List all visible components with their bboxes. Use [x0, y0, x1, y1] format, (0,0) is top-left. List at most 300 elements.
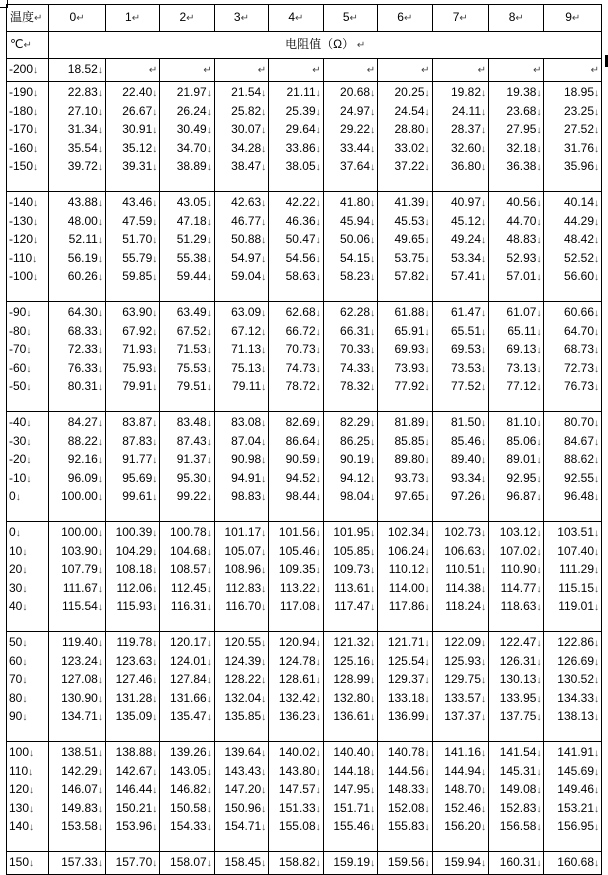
value-line [218, 194, 266, 213]
value-line [381, 488, 429, 507]
resistance-value: 55.79 [122, 250, 153, 265]
resistance-value: 41.39 [394, 195, 425, 209]
paragraph-mark: ↓ [594, 546, 599, 558]
resistance-value: 75.53 [176, 360, 207, 375]
resistance-value: 24.97 [340, 103, 371, 118]
paragraph-mark: ↓ [594, 455, 599, 466]
temp-value: -40 [9, 415, 27, 429]
paragraph-mark: ↓ [97, 88, 103, 99]
resistance-value: 110.51 [445, 562, 481, 576]
paragraph-mark: ↓ [261, 235, 267, 246]
paragraph-mark: ↓ [97, 143, 103, 155]
value-cell-1 [105, 192, 159, 302]
paragraph-mark: ↓ [594, 858, 599, 869]
paragraph-mark: ↓ [206, 656, 212, 668]
paragraph-mark: ↓ [424, 528, 430, 539]
value-line [327, 103, 375, 122]
value-line [52, 360, 102, 379]
resistance-value: 129.75 [444, 672, 481, 686]
value-line [218, 470, 266, 489]
paragraph-mark: ↓ [29, 822, 35, 833]
value-line [52, 598, 102, 617]
resistance-value: 152.83 [499, 800, 537, 815]
resistance-value: 147.20 [224, 782, 262, 796]
resistance-value: 120.17 [170, 635, 207, 649]
paragraph-mark: ↓ [424, 822, 430, 833]
paragraph-mark: ↓ [536, 583, 542, 595]
paragraph-mark: ↵ [349, 13, 358, 24]
resistance-value: 29.22 [340, 122, 371, 136]
value-cell-7 [432, 742, 488, 852]
resistance-value: 21.11 [286, 85, 316, 99]
value-line [52, 543, 102, 562]
paragraph-mark: ↓ [315, 326, 321, 338]
paragraph-mark: ↓ [594, 822, 599, 833]
resistance-value: 99.22 [176, 489, 207, 503]
value-line [163, 213, 211, 232]
value-cell-3 [214, 302, 268, 412]
value-line [381, 213, 429, 232]
resistance-value: 21.54 [231, 85, 262, 99]
paragraph-mark: ↓ [481, 125, 486, 136]
paragraph-mark: ↓ [29, 858, 35, 869]
paragraph-mark: ↓ [261, 638, 267, 649]
value-line [109, 744, 157, 763]
value-cell-1 [105, 82, 159, 192]
paragraph-mark: ↓ [33, 198, 39, 209]
paragraph-mark: ↓ [206, 235, 212, 246]
value-line [436, 250, 486, 269]
value-line [381, 543, 429, 562]
resistance-value: 149.08 [499, 782, 537, 796]
paragraph-mark: ↓ [424, 216, 430, 228]
resistance-value: 114.00 [388, 580, 425, 595]
paragraph-mark: ↓ [370, 766, 376, 778]
value-line [327, 121, 375, 140]
value-line [109, 213, 157, 232]
resistance-value: 56.19 [67, 250, 98, 265]
paragraph-mark: ↓ [315, 308, 321, 319]
value-cell-9 [544, 522, 602, 632]
resistance-value: 127.84 [170, 672, 207, 686]
resistance-value: 147.95 [333, 782, 371, 796]
temp-line [9, 341, 45, 360]
value-line [381, 194, 429, 213]
value-line [163, 543, 211, 562]
value-line [109, 194, 157, 213]
value-line [547, 250, 599, 269]
temp-line [9, 414, 45, 433]
value-line [492, 561, 541, 580]
paragraph-mark: ↓ [594, 803, 599, 815]
resistance-value: 49.65 [394, 232, 425, 246]
resistance-value: 68.73 [563, 342, 594, 356]
value-line [547, 634, 599, 653]
paragraph-mark: ↓ [261, 253, 267, 265]
paragraph-mark: ↓ [315, 858, 321, 869]
value-line [547, 84, 599, 103]
resistance-value: 144.94 [444, 763, 481, 778]
value-line [492, 543, 541, 562]
paragraph-mark: ↓ [261, 546, 267, 558]
value-line [381, 671, 429, 690]
paragraph-mark: ↓ [536, 693, 542, 705]
paragraph-mark: ↓ [206, 492, 212, 503]
resistance-value: 87.83 [122, 433, 153, 448]
paragraph-mark: ↓ [370, 436, 376, 448]
value-line [109, 488, 157, 507]
value-line [547, 543, 599, 562]
paragraph-mark: ↓ [152, 88, 158, 99]
paragraph-mark: ↓ [536, 785, 542, 796]
value-line [547, 818, 599, 837]
paragraph-mark: ↓ [152, 382, 158, 393]
resistance-value: 70.33 [340, 342, 371, 356]
value-cell-2 [160, 522, 214, 632]
paragraph-mark: ↓ [261, 822, 267, 833]
value-line [163, 323, 211, 342]
paragraph-mark: ↵ [131, 13, 141, 24]
value-cell-1 [105, 59, 159, 82]
temp-value: -60 [9, 360, 27, 375]
resistance-value: 94.91 [231, 470, 262, 485]
paragraph-mark: ↓ [152, 638, 158, 649]
value-line [272, 341, 320, 360]
value-line [218, 580, 266, 599]
paragraph-mark: ↓ [97, 546, 103, 558]
value-line [109, 818, 157, 837]
value-line [436, 561, 486, 580]
paragraph-mark: ↓ [536, 125, 542, 136]
paragraph-mark: ↵ [203, 65, 212, 76]
paragraph-mark: ↓ [594, 106, 599, 118]
resistance-value: 120.55 [224, 635, 262, 649]
resistance-value: 44.70 [506, 213, 537, 228]
paragraph-mark: ↓ [206, 326, 212, 338]
resistance-value: 20.25 [394, 85, 425, 99]
resistance-value: 113.22 [279, 580, 316, 595]
value-line [272, 653, 320, 672]
paragraph-mark: ↓ [206, 363, 212, 375]
value-line [52, 634, 102, 653]
value-line [272, 488, 320, 507]
temp-value: 110 [9, 763, 29, 778]
resistance-value: 134.33 [557, 690, 594, 705]
paragraph-mark: ↓ [261, 565, 267, 576]
value-cell-1 [105, 742, 159, 852]
value-line [492, 268, 541, 287]
paragraph-mark: ↓ [97, 602, 103, 613]
value-line [381, 470, 429, 489]
value-line [272, 561, 320, 580]
value-line [109, 671, 157, 690]
paragraph-mark: ↓ [315, 492, 321, 503]
resistance-value: 90.59 [285, 452, 316, 466]
resistance-value: 123.63 [115, 653, 153, 668]
resistance-value: 59.44 [176, 269, 207, 283]
paragraph-mark: ↵ [571, 13, 581, 24]
resistance-value: 66.31 [340, 323, 371, 338]
value-line [547, 690, 599, 709]
resistance-value: 117.08 [279, 599, 316, 613]
value-line [163, 524, 211, 543]
paragraph-mark: ↓ [424, 766, 430, 778]
resistance-value: 23.25 [563, 103, 594, 118]
resistance-value: 98.44 [285, 489, 316, 503]
value-line [163, 268, 211, 287]
resistance-value: 126.31 [499, 653, 537, 668]
resistance-value: 134.71 [61, 709, 98, 723]
paragraph-mark: ↓ [97, 326, 103, 338]
resistance-value: 160.68 [557, 855, 594, 869]
paragraph-mark: ↓ [32, 253, 38, 265]
value-line [547, 488, 599, 507]
paragraph-mark: ↓ [315, 822, 321, 833]
value-line [109, 84, 157, 103]
paragraph-mark: ↓ [594, 748, 599, 759]
temp-cell [7, 522, 49, 632]
paragraph-mark: ↓ [594, 272, 599, 283]
temp-value: 30 [9, 580, 23, 595]
value-cell-3 [214, 59, 268, 82]
value-line [163, 360, 211, 379]
resistance-value: 26.67 [122, 103, 153, 118]
value-line [272, 580, 320, 599]
paragraph-mark: ↓ [536, 345, 542, 356]
paragraph-mark: ↓ [481, 216, 486, 228]
value-line [218, 671, 266, 690]
value-line [272, 690, 320, 709]
temp-value: 100 [9, 745, 30, 759]
value-line [163, 690, 211, 709]
value-line [381, 763, 429, 782]
value-line [163, 800, 211, 819]
paragraph-mark: ↓ [97, 785, 103, 796]
paragraph-mark: ↵ [421, 65, 430, 76]
resistance-value: 102.73 [444, 525, 481, 539]
resistance-value: 105.85 [333, 543, 371, 558]
resistance-value: 101.95 [333, 525, 371, 539]
paragraph-mark: ↓ [424, 675, 430, 686]
paragraph-mark: ↓ [594, 712, 599, 723]
value-line [218, 213, 266, 232]
paragraph-mark: ↓ [206, 822, 212, 833]
header-temp-text: 温度 [10, 10, 35, 24]
value-line [547, 341, 599, 360]
value-cell-3 [214, 632, 268, 742]
resistance-value: 122.47 [499, 635, 537, 649]
paragraph-mark: ↓ [315, 583, 321, 595]
header-digit-text: 4 [288, 10, 296, 24]
value-line [163, 470, 211, 489]
resistance-value: 95.30 [176, 470, 207, 485]
paragraph-mark: ↓ [536, 455, 542, 466]
resistance-value: 27.10 [67, 103, 98, 118]
value-line [218, 378, 266, 397]
paragraph-mark: ↓ [152, 803, 158, 815]
temp-line [9, 488, 45, 507]
resistance-value: 155.08 [278, 819, 316, 833]
paragraph-mark: ↓ [594, 693, 599, 705]
resistance-value: 112.45 [170, 580, 207, 595]
temp-value: -20 [9, 452, 27, 466]
paragraph-mark: ↓ [152, 345, 158, 356]
value-line [327, 414, 375, 433]
resistance-value: 91.77 [122, 452, 153, 466]
paragraph-mark: ↓ [424, 748, 430, 759]
paragraph-mark: ↓ [594, 143, 599, 155]
paragraph-mark: ↓ [97, 198, 103, 209]
paragraph-mark: ↓ [152, 748, 158, 759]
resistance-value: 54.56 [285, 250, 316, 265]
value-line [547, 598, 599, 617]
value-line [218, 598, 266, 617]
header-temp-label [7, 5, 49, 32]
resistance-value: 154.33 [170, 819, 207, 833]
resistance-value: 80.70 [563, 415, 594, 429]
resistance-value: 158.82 [278, 855, 316, 869]
value-line [492, 360, 541, 379]
paragraph-mark: ↓ [206, 198, 212, 209]
value-line [218, 763, 266, 782]
temp-value: -120 [9, 232, 34, 246]
resistance-value: 111.29 [559, 562, 594, 576]
value-line [381, 84, 429, 103]
paragraph-mark: ↓ [594, 473, 599, 485]
resistance-value: 88.22 [67, 433, 98, 448]
paragraph-mark: ↵ [240, 13, 249, 24]
value-line [272, 158, 320, 177]
resistance-value: 100.00 [61, 525, 98, 539]
value-line [218, 524, 266, 543]
value-line [492, 304, 541, 323]
paragraph-mark: ↓ [424, 785, 430, 796]
value-cell-9 [544, 412, 602, 522]
resistance-value: 84.27 [67, 415, 98, 429]
paragraph-mark: ↓ [370, 803, 376, 815]
value-line [52, 250, 102, 269]
resistance-value: 63.49 [176, 305, 207, 319]
value-line [436, 470, 486, 489]
value-line [163, 103, 211, 122]
value-line [109, 360, 157, 379]
resistance-value: 100.78 [170, 525, 207, 539]
value-cell-1 [105, 412, 159, 522]
value-line [327, 524, 375, 543]
value-cell-8 [489, 742, 544, 852]
value-line [327, 818, 375, 837]
paragraph-mark: ↓ [152, 418, 158, 429]
paragraph-mark: ↵ [23, 40, 32, 51]
resistance-value: 74.73 [285, 360, 316, 375]
header-digit-text: 0 [69, 10, 77, 24]
value-line [327, 341, 375, 360]
paragraph-mark: ↓ [26, 436, 32, 448]
resistance-value: 133.95 [499, 690, 537, 705]
paragraph-mark: ↓ [206, 473, 212, 485]
paragraph-mark: ↓ [481, 345, 486, 356]
paragraph-mark: ↵ [148, 65, 158, 76]
paragraph-mark: ↓ [424, 106, 430, 118]
paragraph-mark: ↓ [261, 803, 267, 815]
paragraph-mark: ↵ [590, 65, 599, 76]
paragraph-mark: ↓ [315, 143, 321, 155]
resistance-value: 72.33 [67, 342, 98, 356]
resistance-value: 105.46 [278, 543, 316, 558]
temp-value: 80 [9, 690, 23, 705]
value-line [492, 488, 541, 507]
paragraph-mark: ↓ [370, 253, 376, 265]
value-line [272, 781, 320, 800]
paragraph-mark: ↓ [315, 748, 321, 759]
value-line [327, 653, 375, 672]
value-line [436, 744, 486, 763]
value-line [163, 231, 211, 250]
value-cell-4 [269, 302, 323, 412]
value-line [109, 708, 157, 727]
resistance-value: 32.60 [450, 140, 481, 155]
resistance-value: 55.38 [176, 250, 207, 265]
temp-line [9, 800, 45, 819]
paragraph-mark: ↓ [315, 363, 321, 375]
resistance-value: 95.69 [122, 470, 153, 485]
temp-line [9, 561, 45, 580]
resistance-value: 101.56 [278, 525, 316, 539]
value-cell-0 [49, 59, 105, 82]
group-row-4 [7, 522, 602, 632]
resistance-value: 128.99 [333, 672, 371, 686]
value-line [547, 304, 599, 323]
resistance-value: 146.82 [170, 782, 207, 796]
header-temp-unit [7, 32, 49, 59]
paragraph-mark: ↓ [33, 143, 39, 155]
paragraph-mark: ↵ [403, 13, 413, 24]
resistance-value: 115.54 [62, 599, 98, 613]
value-line [381, 378, 429, 397]
resistance-value: 75.93 [122, 360, 153, 375]
resistance-value: 59.85 [122, 269, 153, 283]
value-line [547, 524, 599, 543]
resistance-value: 74.33 [340, 360, 371, 375]
resistance-value: 137.75 [499, 709, 537, 723]
paragraph-mark: ↓ [481, 106, 486, 118]
paragraph-mark: ↓ [97, 712, 103, 723]
temp-line [9, 470, 45, 489]
resistance-value: 142.29 [61, 763, 98, 778]
paragraph-mark: ↓ [206, 106, 212, 118]
resistance-value: 159.56 [387, 855, 425, 869]
value-line [272, 84, 320, 103]
value-line [272, 470, 320, 489]
paragraph-mark: ↓ [33, 125, 39, 136]
resistance-value: 124.78 [278, 653, 316, 668]
value-cell-7 [432, 522, 488, 632]
paragraph-mark: ↓ [315, 565, 321, 576]
resistance-value: 145.31 [499, 763, 537, 778]
paragraph-mark: ↓ [536, 88, 542, 99]
resistance-value: 144.18 [333, 763, 371, 778]
paragraph-mark: ↓ [15, 492, 21, 503]
temp-cell [7, 742, 49, 852]
paragraph-mark: ↓ [315, 345, 321, 356]
resistance-value: 90.19 [340, 452, 371, 466]
value-line [381, 580, 429, 599]
resistance-value: 96.87 [506, 489, 537, 503]
resistance-value: 82.29 [340, 415, 371, 429]
resistance-value: 29.64 [285, 122, 316, 136]
value-line [52, 378, 102, 397]
header-digit-9 [544, 5, 602, 32]
